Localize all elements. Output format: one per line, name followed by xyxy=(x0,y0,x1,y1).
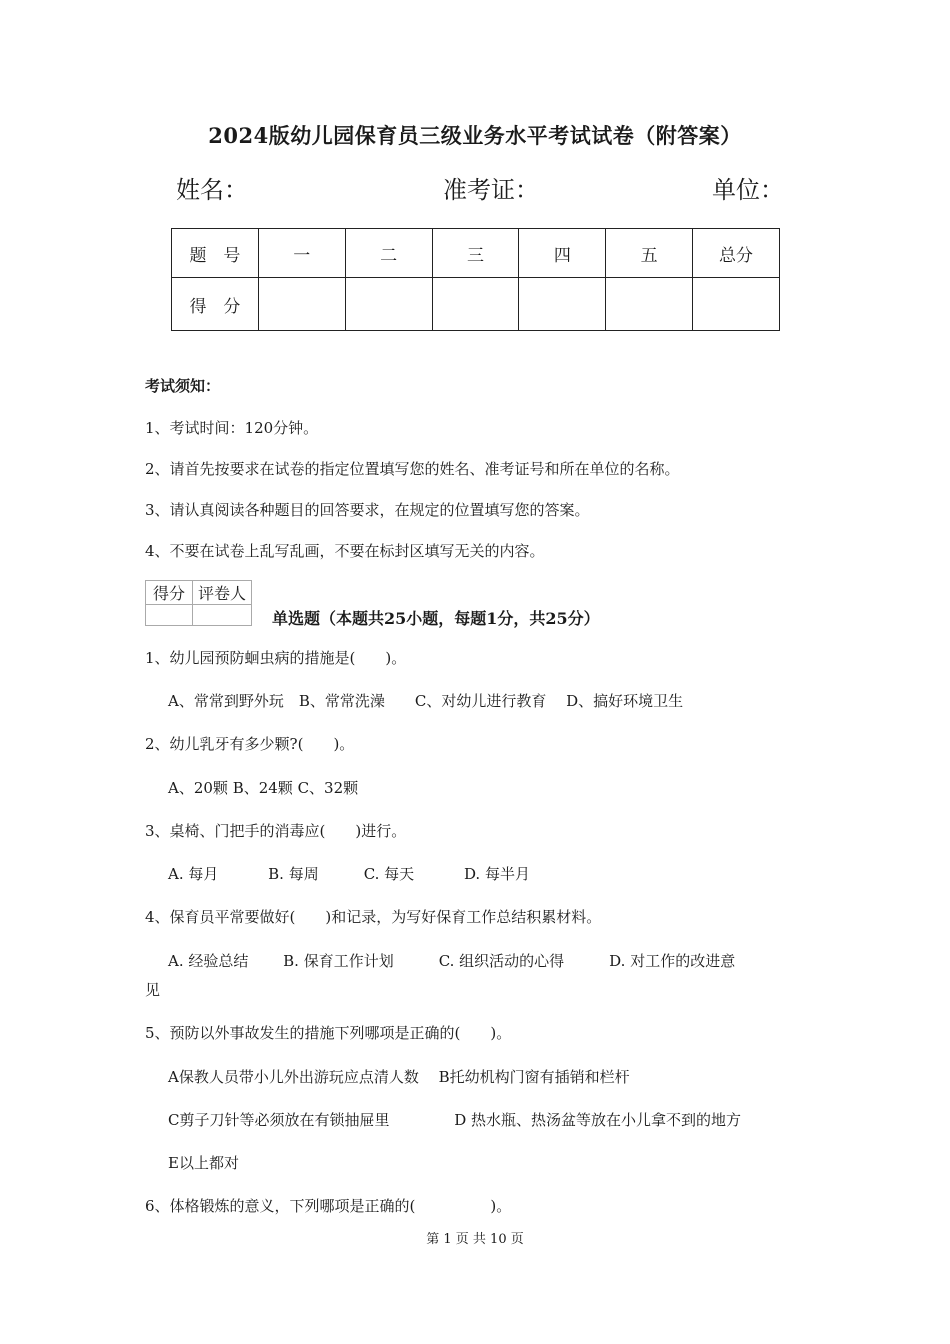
notice-item: 3、请认真阅读各种题目的回答要求，在规定的位置填写您的答案。 xyxy=(145,501,590,519)
question-options: A. 每月 B. 每周 C. 每天 D. 每半月 xyxy=(168,865,530,883)
page-title: 2024版幼儿园保育员三级业务水平考试试卷（附答案） xyxy=(208,123,742,148)
score-cell[interactable] xyxy=(345,278,432,331)
score-cell[interactable] xyxy=(519,278,606,331)
score-header-cell: 一 xyxy=(258,229,345,278)
question-text: 2、幼儿乳牙有多少颗?( )。 xyxy=(145,735,355,753)
grader-name-label: 评卷人 xyxy=(193,581,252,605)
score-header-cell: 四 xyxy=(519,229,606,278)
question-options: A保教人员带小儿外出游玩应点清人数 B托幼机构门窗有插销和栏杆 xyxy=(168,1068,630,1086)
question-options: A、20颗 B、24颗 C、32颗 xyxy=(168,779,359,797)
question-text: 5、预防以外事故发生的措施下列哪项是正确的( )。 xyxy=(145,1024,512,1042)
unit-label: 单位： xyxy=(712,176,784,204)
score-header-cell: 五 xyxy=(606,229,693,278)
question-text: 6、体格锻炼的意义，下列哪项是正确的( )。 xyxy=(145,1197,512,1215)
notice-item: 4、不要在试卷上乱写乱画，不要在标封区填写无关的内容。 xyxy=(145,542,545,560)
score-header-cell: 三 xyxy=(432,229,519,278)
score-cell[interactable] xyxy=(432,278,519,331)
question-options: C剪子刀针等必须放在有锁抽屉里 D 热水瓶、热汤盆等放在小儿拿不到的地方 xyxy=(168,1111,742,1129)
score-table xyxy=(171,228,780,331)
question-options-wrap: 见 xyxy=(145,981,161,999)
score-header-cell: 二 xyxy=(345,229,432,278)
grader-score-label: 得分 xyxy=(146,581,193,605)
grader-box xyxy=(145,580,252,626)
question-options: E以上都对 xyxy=(168,1154,239,1172)
score-cell[interactable] xyxy=(606,278,693,331)
notice-heading: 考试须知： xyxy=(145,377,221,395)
score-cell[interactable] xyxy=(258,278,345,331)
question-options: A、常常到野外玩 B、常常洗澡 C、对幼儿进行教育 D、搞好环境卫生 xyxy=(168,692,684,710)
grader-name-cell[interactable] xyxy=(193,605,252,626)
score-header-cell: 题 号 xyxy=(172,229,259,278)
question-text: 3、桌椅、门把手的消毒应( )进行。 xyxy=(145,822,407,840)
section-title: 单选题（本题共25小题，每题1分，共25分） xyxy=(272,609,600,628)
score-table-header-row xyxy=(172,229,780,278)
question-text: 1、幼儿园预防蛔虫病的措施是( )。 xyxy=(145,649,407,667)
page-footer: 第 1 页 共 10 页 xyxy=(426,1232,524,1247)
score-header-cell: 总分 xyxy=(693,229,780,278)
notice-item: 2、请首先按要求在试卷的指定位置填写您的姓名、准考证号和所在单位的名称。 xyxy=(145,460,680,478)
score-table-score-row xyxy=(172,278,780,331)
notice-item: 1、考试时间：120分钟。 xyxy=(145,419,319,437)
score-cell[interactable] xyxy=(693,278,780,331)
question-text: 4、保育员平常要做好( )和记录，为写好保育工作总结积累材料。 xyxy=(145,908,602,926)
question-options: A. 经验总结 B. 保育工作计划 C. 组织活动的心得 D. 对工作的改进意 xyxy=(168,952,736,970)
score-row-label: 得 分 xyxy=(172,278,259,331)
name-label: 姓名： xyxy=(176,176,248,204)
grader-score-cell[interactable] xyxy=(146,605,193,626)
exam-id-label: 准考证： xyxy=(443,176,539,204)
